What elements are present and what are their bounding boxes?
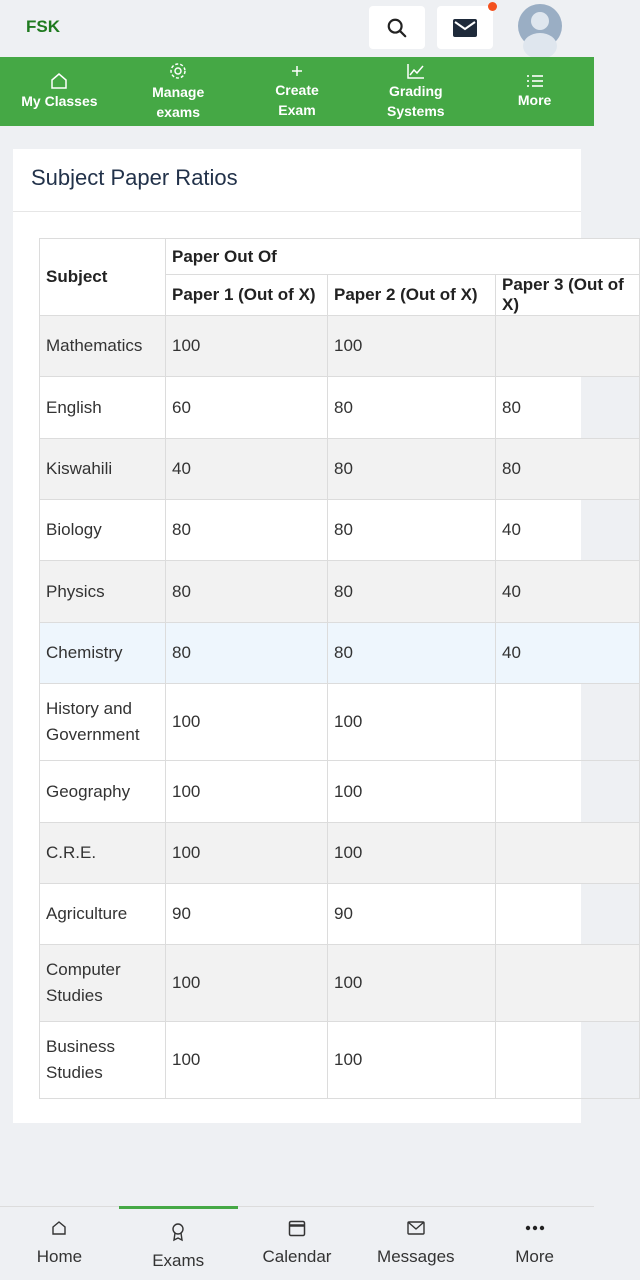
notification-dot [488,2,497,11]
more-dots-icon [525,1219,545,1237]
paper-2-cell: 100 [328,945,496,1022]
paper-out-of-header: Paper Out Of [166,239,640,275]
paper-2-cell: 80 [328,500,496,561]
paper-1-cell: 80 [166,561,328,623]
subject-header: Subject [40,239,166,316]
brand-logo[interactable]: FSK [26,17,60,36]
paper-1-cell: 100 [166,823,328,884]
table-row [40,884,640,945]
paper-3-cell [496,823,640,884]
nav-my-classes[interactable] [0,57,119,126]
envelope-icon [407,1219,425,1237]
subject-cell: Chemistry [40,623,166,684]
table-scroll-container[interactable] [39,238,624,1098]
home-icon [50,73,68,89]
subject-cell: C.R.E. [40,823,166,884]
paper-2-cell: 100 [328,761,496,823]
top-bar [0,0,594,57]
subject-cell: English [40,377,166,439]
paper-3-cell: 40 [496,623,640,684]
paper-2-cell: 80 [328,623,496,684]
paper-3-cell [496,945,640,1022]
card-title: Subject Paper Ratios [31,165,238,190]
table-row [40,761,640,823]
paper-1-cell: 100 [166,1022,328,1099]
paper-ratios-table [39,238,640,1099]
chart-line-icon [407,63,425,79]
paper-2-cell: 100 [328,1022,496,1099]
table-row [40,823,640,884]
nav-more[interactable] [475,57,594,126]
nav-label: My Classes [21,92,98,109]
bottom-nav-label: Calendar [262,1247,332,1266]
table-row [40,316,640,377]
paper-1-cell: 90 [166,884,328,945]
paper-1-cell: 100 [166,684,328,761]
table-row [40,561,640,623]
messages-button[interactable] [437,6,493,49]
paper-3-cell [496,316,640,377]
paper-1-cell: 100 [166,316,328,377]
nav-create-exam[interactable] [238,57,357,126]
paper-2-cell: 80 [328,377,496,439]
bottom-nav-label: Messages [377,1247,455,1266]
search-icon [386,17,408,39]
table-row [40,377,640,439]
paper-2-cell: 100 [328,823,496,884]
paper-2-cell: 100 [328,684,496,761]
calendar-icon [288,1219,306,1237]
paper-2-cell: 80 [328,561,496,623]
paper-3-cell: 40 [496,500,640,561]
nav-label: Grading Systems [386,82,445,119]
table-row [40,500,640,561]
table-row [40,684,640,761]
table-row [40,623,640,684]
avatar[interactable] [518,4,562,48]
paper-2-header: Paper 2 (Out of X) [328,275,496,316]
subject-cell: Kiswahili [40,439,166,500]
search-button[interactable] [369,6,425,49]
paper-2-cell: 80 [328,439,496,500]
paper-3-cell: 80 [496,377,640,439]
paper-1-cell: 40 [166,439,328,500]
subject-cell: Agriculture [40,884,166,945]
top-nav [0,57,594,126]
nav-label: Manage exams [152,83,205,120]
bottom-nav-messages[interactable] [356,1207,475,1280]
bottom-nav-calendar[interactable] [238,1207,357,1280]
divider [13,211,581,212]
paper-1-cell: 80 [166,623,328,684]
bottom-nav-home[interactable] [0,1207,119,1280]
subject-cell: Physics [40,561,166,623]
nav-manage-exams[interactable] [119,57,238,126]
paper-1-cell: 100 [166,761,328,823]
subject-cell: Geography [40,761,166,823]
table-row [40,439,640,500]
paper-2-cell: 90 [328,884,496,945]
nav-label: Create Exam [275,81,319,118]
paper-1-cell: 60 [166,377,328,439]
award-icon [171,1223,185,1241]
bottom-nav-label: Home [36,1247,83,1266]
table-row [40,1022,640,1099]
plus-icon [290,64,304,78]
bottom-nav-label: More [515,1247,554,1266]
home-icon [51,1219,67,1237]
paper-3-cell [496,884,640,945]
paper-3-cell [496,684,640,761]
nav-label: More [517,91,552,108]
subject-cell: Computer Studies [40,945,166,1022]
envelope-icon [453,19,477,37]
bottom-nav-exams[interactable] [119,1207,238,1280]
paper-1-header: Paper 1 (Out of X) [166,275,328,316]
paper-3-cell: 80 [496,439,640,500]
nav-grading-systems[interactable] [356,57,475,126]
user-avatar-icon [518,4,562,48]
table-row [40,945,640,1022]
subject-cell: History and Government [40,684,166,761]
paper-1-cell: 80 [166,500,328,561]
subject-cell: Mathematics [40,316,166,377]
paper-3-cell [496,1022,640,1099]
subject-cell: Biology [40,500,166,561]
subject-paper-ratios-card [13,149,624,1123]
paper-3-header: Paper 3 (Out of X) [496,275,640,316]
paper-1-cell: 100 [166,945,328,1022]
paper-3-cell: 40 [496,561,640,623]
list-icon [526,74,544,88]
gear-icon [169,62,187,80]
bottom-nav-label: Exams [152,1251,205,1270]
paper-3-cell [496,761,640,823]
bottom-nav [0,1206,594,1280]
bottom-nav-more[interactable] [475,1207,594,1280]
paper-2-cell: 100 [328,316,496,377]
subject-cell: Business Studies [40,1022,166,1099]
